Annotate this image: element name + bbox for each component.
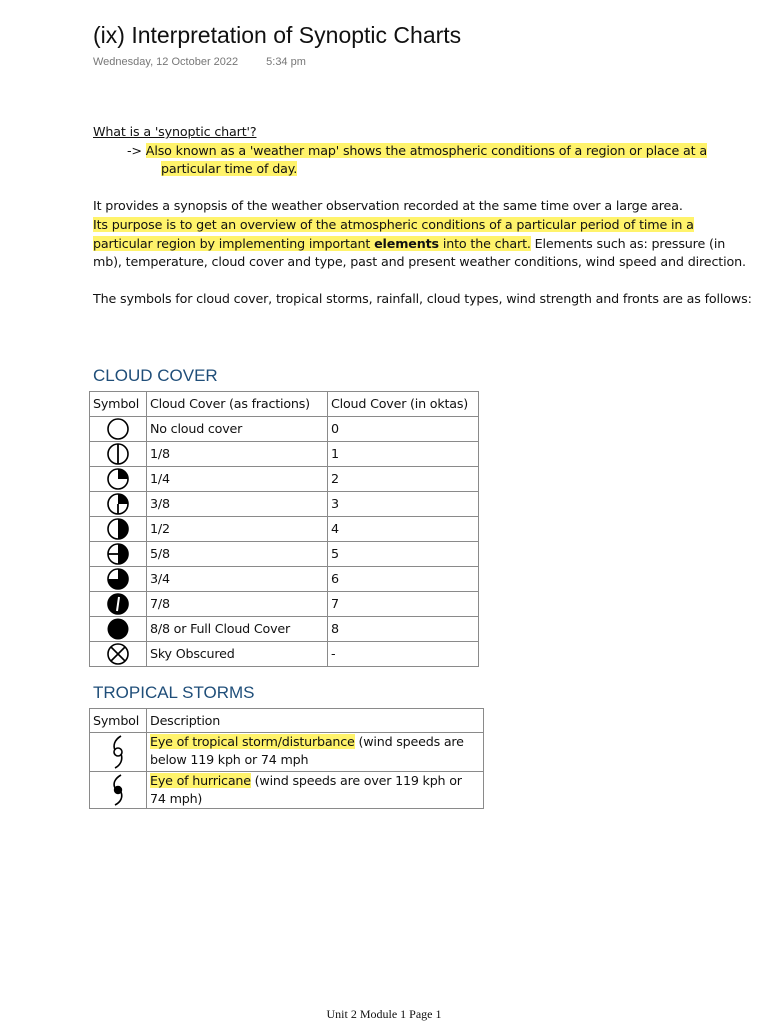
table-row [90, 441, 479, 466]
page-date: Wednesday, 12 October 2022 [93, 56, 239, 68]
table-row [90, 416, 479, 441]
symbol-cell [90, 591, 147, 616]
purpose-text-a: Its purpose is to get an overview of the atmospheric conditions of a particular period of time in a particular region by implementing important [93, 216, 694, 251]
oktas-cell: - [328, 641, 479, 666]
oktas-cell: 5 [328, 541, 479, 566]
symbol-cell [90, 491, 147, 516]
description-cell [147, 733, 484, 772]
tropical-storm-icon [108, 733, 128, 771]
circle-full-icon [106, 617, 130, 641]
description-rest: (wind speeds are over 119 kph or 74 mph) [150, 773, 462, 806]
table-row [90, 733, 484, 772]
circle-one-quarter-icon [106, 467, 130, 491]
table-row [90, 772, 484, 809]
fraction-cell: 3/8 [147, 491, 328, 516]
table-row [90, 566, 479, 591]
elements-bold: elements [374, 235, 439, 251]
symbol-cell [90, 466, 147, 491]
answer-text [127, 142, 755, 179]
elements-list-text: Elements such as: pressure (in mb), temperature, cloud cover and type, past and present weather conditions, wind speed and direction. [93, 235, 746, 270]
cloud-cover-heading: CLOUD COVER [93, 366, 218, 385]
tropical-storms-heading: TROPICAL STORMS [93, 683, 255, 702]
oktas-cell: 6 [328, 566, 479, 591]
table-row [90, 616, 479, 641]
symbol-cell [90, 566, 147, 591]
oktas-cell: 0 [328, 416, 479, 441]
circle-three-quarters-icon [106, 567, 130, 591]
fraction-cell: 7/8 [147, 591, 328, 616]
table-header-row [90, 392, 479, 417]
fraction-cell: 1/4 [147, 466, 328, 491]
oktas-cell: 8 [328, 616, 479, 641]
fraction-cell: 1/8 [147, 441, 328, 466]
circle-one-eighth-icon [106, 442, 130, 466]
circle-empty-icon [106, 417, 130, 441]
description-highlight: Eye of tropical storm/disturbance [150, 734, 355, 749]
oktas-cell: 4 [328, 516, 479, 541]
header-symbol: Symbol [90, 709, 147, 733]
symbol-cell [90, 641, 147, 666]
description-cell [147, 772, 484, 809]
symbol-cell [90, 441, 147, 466]
question-text: What is a 'synoptic chart'? [93, 124, 257, 139]
fraction-cell: 5/8 [147, 541, 328, 566]
oktas-cell: 7 [328, 591, 479, 616]
symbol-cell [90, 616, 147, 641]
symbol-cell [90, 416, 147, 441]
intro-text [93, 123, 755, 309]
oktas-cell: 2 [328, 466, 479, 491]
oktas-cell: 3 [328, 491, 479, 516]
symbol-cell [90, 516, 147, 541]
purpose-text-b: into the chart. [438, 235, 531, 251]
symbol-cell [90, 772, 147, 809]
fraction-cell: 1/2 [147, 516, 328, 541]
answer-arrow: -> [127, 142, 146, 158]
answer-highlight: Also known as a 'weather map' shows the atmospheric conditions of a region or place at a particular time of day. [145, 142, 707, 177]
table-header-row [90, 709, 484, 733]
table-row [90, 641, 479, 666]
description-rest: (wind speeds are below 119 kph or 74 mph [150, 734, 464, 767]
symbols-intro-paragraph: The symbols for cloud cover, tropical storms, rainfall, cloud types, wind strength and fronts are as follows: [93, 291, 752, 307]
table-row [90, 591, 479, 616]
header-oktas: Cloud Cover (in oktas) [328, 392, 479, 417]
page-time: 5:34 pm [266, 56, 306, 68]
synopsis-sentence: It provides a synopsis of the weather observation recorded at the same time over a large area. [93, 198, 683, 214]
table-row [90, 516, 479, 541]
header-symbol: Symbol [90, 392, 147, 417]
page-footer: Unit 2 Module 1 Page 1 [326, 1007, 442, 1021]
circle-cross-icon [106, 642, 130, 666]
header-description: Description [147, 709, 484, 733]
table-row [90, 466, 479, 491]
oktas-cell: 1 [328, 441, 479, 466]
cloud-cover-table [89, 391, 479, 667]
table-row [90, 491, 479, 516]
page-title: (ix) Interpretation of Synoptic Charts [93, 22, 462, 48]
symbol-cell [90, 541, 147, 566]
tropical-storms-table [89, 708, 484, 809]
hurricane-icon [108, 772, 128, 808]
fraction-cell: 3/4 [147, 566, 328, 591]
table-row [90, 541, 479, 566]
purpose-paragraph [93, 197, 755, 271]
description-highlight: Eye of hurricane [150, 773, 251, 788]
header-fraction: Cloud Cover (as fractions) [147, 392, 328, 417]
fraction-cell: No cloud cover [147, 416, 328, 441]
circle-five-eighths-icon [106, 542, 130, 566]
symbol-cell [90, 733, 147, 772]
circle-three-eighths-icon [106, 492, 130, 516]
circle-seven-eighths-icon [106, 592, 130, 616]
fraction-cell: Sky Obscured [147, 641, 328, 666]
page-meta [93, 56, 306, 68]
circle-half-icon [106, 517, 130, 541]
fraction-cell: 8/8 or Full Cloud Cover [147, 616, 328, 641]
